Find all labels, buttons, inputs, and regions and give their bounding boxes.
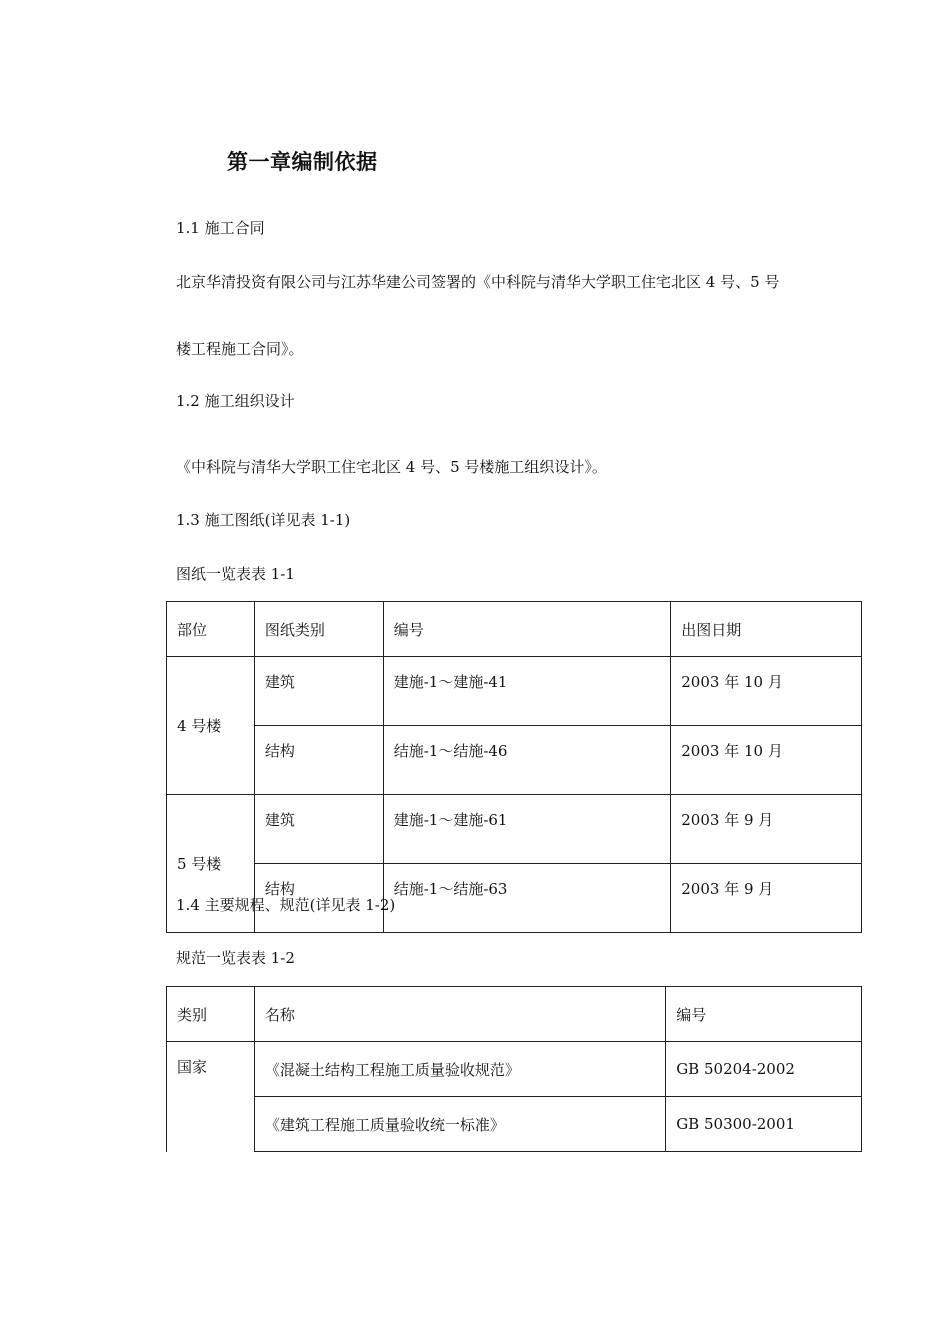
table-row bbox=[167, 1042, 862, 1097]
table-cell: 建施-1～建施-61 bbox=[383, 795, 671, 864]
building-label: 4 号楼 bbox=[167, 657, 255, 795]
table-row bbox=[167, 795, 862, 864]
table-cell: 《建筑工程施工质量验收统一标准》 bbox=[254, 1097, 665, 1152]
header-cell: 名称 bbox=[254, 987, 665, 1042]
table-cell: GB 50204-2002 bbox=[666, 1042, 862, 1097]
section-1-2-heading: 1.2 施工组织设计 bbox=[176, 392, 295, 410]
table-cell: 2003 年 9 月 bbox=[671, 795, 862, 864]
contract-text-line-2: 楼工程施工合同》。 bbox=[176, 340, 304, 358]
header-cell: 类别 bbox=[167, 987, 255, 1042]
section-1-4-heading: 1.4 主要规程、规范(详见表 1-2) bbox=[176, 896, 396, 914]
table-cell: 2003 年 10 月 bbox=[671, 657, 862, 726]
drawings-table bbox=[166, 601, 862, 933]
header-cell: 图纸类别 bbox=[254, 602, 383, 657]
standards-table bbox=[166, 986, 862, 1152]
header-cell: 出图日期 bbox=[671, 602, 862, 657]
table-cell: 建施-1～建施-41 bbox=[383, 657, 671, 726]
table-row bbox=[167, 726, 862, 795]
table-cell: 建筑 bbox=[254, 657, 383, 726]
section-1-3-heading: 1.3 施工图纸(详见表 1-1) bbox=[176, 511, 351, 529]
category-label: 国家 bbox=[167, 1042, 255, 1152]
header-cell: 编号 bbox=[383, 602, 671, 657]
table-cell: 《混凝土结构工程施工质量验收规范》 bbox=[254, 1042, 665, 1097]
contract-text-line-1: 北京华清投资有限公司与江苏华建公司签署的《中科院与清华大学职工住宅北区 4 号、5 号 bbox=[176, 273, 780, 291]
building-label: 5 号楼 bbox=[167, 795, 255, 933]
header-cell: 编号 bbox=[666, 987, 862, 1042]
table-cell: 2003 年 9 月 bbox=[671, 864, 862, 933]
table-cell: 建筑 bbox=[254, 795, 383, 864]
table-row bbox=[167, 1097, 862, 1152]
table-header-row bbox=[167, 602, 862, 657]
table-cell: 2003 年 10 月 bbox=[671, 726, 862, 795]
table-cell: 结构 bbox=[254, 864, 383, 933]
table-header-row bbox=[167, 987, 862, 1042]
table-row bbox=[167, 657, 862, 726]
header-cell: 部位 bbox=[167, 602, 255, 657]
table-1-2-caption: 规范一览表表 1-2 bbox=[176, 949, 295, 967]
design-text: 《中科院与清华大学职工住宅北区 4 号、5 号楼施工组织设计》。 bbox=[176, 458, 607, 476]
table-1-1-caption: 图纸一览表表 1-1 bbox=[176, 565, 295, 583]
section-1-1-heading: 1.1 施工合同 bbox=[176, 219, 265, 237]
table-cell: 结施-1～结施-63 bbox=[383, 864, 671, 933]
table-cell: 结构 bbox=[254, 726, 383, 795]
table-cell: GB 50300-2001 bbox=[666, 1097, 862, 1152]
chapter-title: 第一章编制依据 bbox=[227, 150, 378, 174]
table-cell: 结施-1～结施-46 bbox=[383, 726, 671, 795]
